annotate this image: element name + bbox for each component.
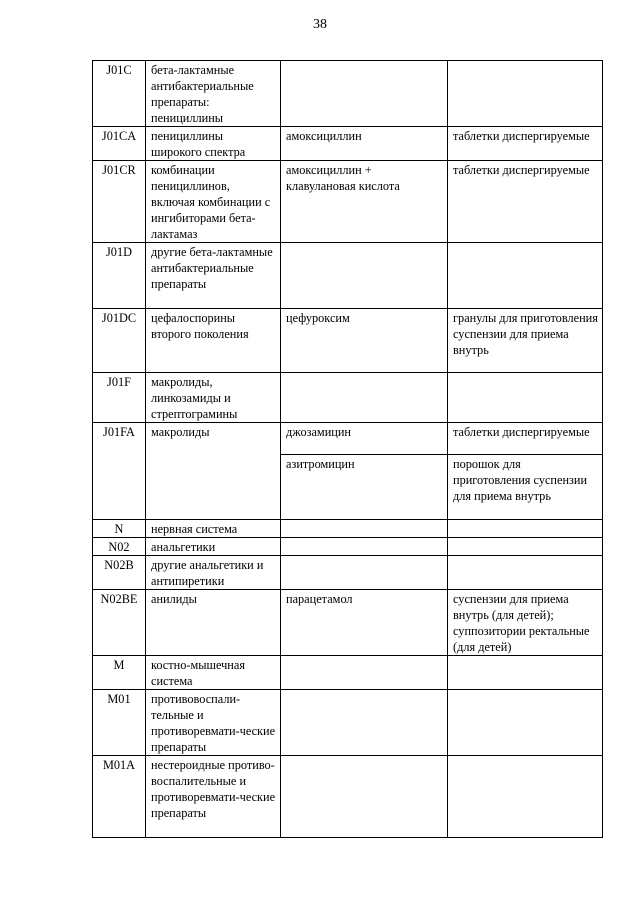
- drug-cell: [281, 373, 448, 423]
- drug-cell: [281, 756, 448, 838]
- atc-code-cell: J01C: [93, 61, 146, 127]
- drug-cell: амоксициллин + клавулановая кислота: [281, 161, 448, 243]
- drug-cell: [281, 520, 448, 538]
- table-row: [93, 556, 603, 590]
- atc-code-cell: J01FA: [93, 423, 146, 520]
- group-cell: костно-мышечная система: [146, 656, 281, 690]
- form-cell: [448, 520, 603, 538]
- drug-cell: [281, 690, 448, 756]
- atc-code-cell: M: [93, 656, 146, 690]
- drug-cell: [281, 61, 448, 127]
- drug-classification-table: [92, 60, 603, 838]
- table-row: [93, 309, 603, 373]
- drug-cell: джозамицин: [281, 423, 448, 455]
- group-cell: макролиды: [146, 423, 281, 520]
- page-number: 38: [313, 17, 327, 32]
- form-cell: [448, 243, 603, 309]
- drug-cell: амоксициллин: [281, 127, 448, 161]
- drug-cell: парацетамол: [281, 590, 448, 656]
- table-row: [93, 61, 603, 127]
- drug-cell: азитромицин: [281, 455, 448, 520]
- form-cell: гранулы для приготовления суспензии для приема внутрь: [448, 309, 603, 373]
- drug-cell: [281, 243, 448, 309]
- table-row: [93, 373, 603, 423]
- group-cell: макролиды, линкозамиды и стрептограмины: [146, 373, 281, 423]
- group-cell: бета-лактамные антибактериальные препараты: пенициллины: [146, 61, 281, 127]
- atc-code-cell: J01F: [93, 373, 146, 423]
- table-row: [93, 520, 603, 538]
- group-cell: пенициллины широкого спектра: [146, 127, 281, 161]
- form-cell: [448, 556, 603, 590]
- form-cell: [448, 656, 603, 690]
- table-row: [93, 690, 603, 756]
- atc-code-cell: N02B: [93, 556, 146, 590]
- table-row: [93, 423, 603, 455]
- atc-code-cell: M01A: [93, 756, 146, 838]
- drug-cell: цефуроксим: [281, 309, 448, 373]
- group-cell: нестероидные противо-воспалительные и противоревмати-ческие препараты: [146, 756, 281, 838]
- group-cell: нервная система: [146, 520, 281, 538]
- atc-code-cell: J01CA: [93, 127, 146, 161]
- form-cell: таблетки диспергируемые: [448, 423, 603, 455]
- table-row: [93, 656, 603, 690]
- table-row: [93, 161, 603, 243]
- group-cell: комбинации пенициллинов, включая комбинации с ингибиторами бета-лактамаз: [146, 161, 281, 243]
- atc-code-cell: N: [93, 520, 146, 538]
- group-cell: противовоспали-тельные и противоревмати-ческие препараты: [146, 690, 281, 756]
- table-row: [93, 590, 603, 656]
- atc-code-cell: N02BE: [93, 590, 146, 656]
- form-cell: [448, 373, 603, 423]
- table-row: [93, 538, 603, 556]
- group-cell: анилиды: [146, 590, 281, 656]
- table-row: [93, 127, 603, 161]
- atc-code-cell: M01: [93, 690, 146, 756]
- form-cell: [448, 538, 603, 556]
- group-cell: другие бета-лактамные антибактериальные препараты: [146, 243, 281, 309]
- form-cell: [448, 756, 603, 838]
- form-cell: суспензии для приема внутрь (для детей); суппозитории ректальные (для детей): [448, 590, 603, 656]
- drug-cell: [281, 656, 448, 690]
- drug-cell: [281, 556, 448, 590]
- group-cell: цефалоспорины второго поколения: [146, 309, 281, 373]
- form-cell: таблетки диспергируемые: [448, 161, 603, 243]
- atc-code-cell: J01CR: [93, 161, 146, 243]
- table-row: [93, 243, 603, 309]
- drug-cell: [281, 538, 448, 556]
- atc-code-cell: J01D: [93, 243, 146, 309]
- form-cell: таблетки диспергируемые: [448, 127, 603, 161]
- atc-code-cell: N02: [93, 538, 146, 556]
- form-cell: порошок для приготовления суспензии для приема внутрь: [448, 455, 603, 520]
- form-cell: [448, 690, 603, 756]
- atc-code-cell: J01DC: [93, 309, 146, 373]
- group-cell: другие анальгетики и антипиретики: [146, 556, 281, 590]
- form-cell: [448, 61, 603, 127]
- table-row: [93, 756, 603, 838]
- group-cell: анальгетики: [146, 538, 281, 556]
